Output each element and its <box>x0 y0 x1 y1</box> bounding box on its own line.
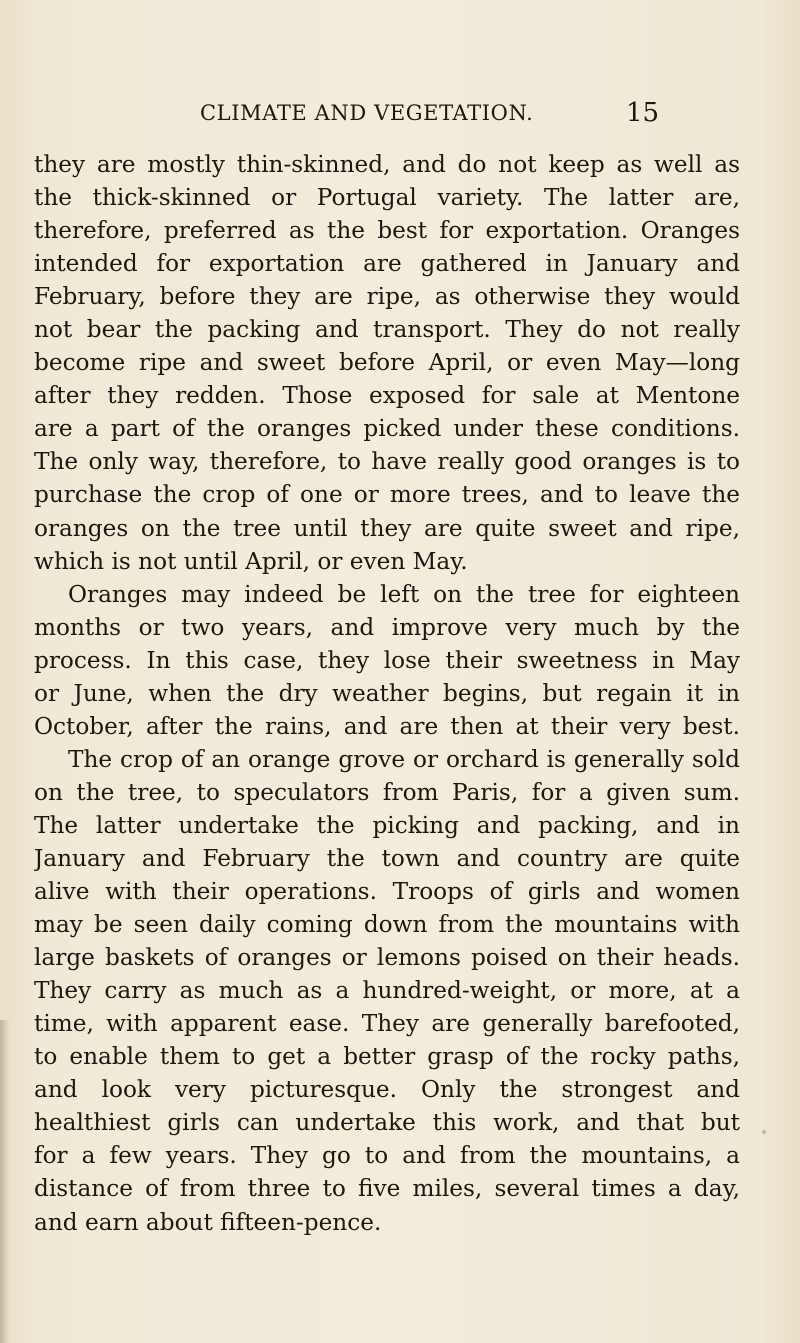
text-line: which is not until April, or even May. <box>34 547 468 575</box>
text-line: They carry as much as a hundred-weight, or more, at a <box>34 977 740 1005</box>
text-line: on the tree, to speculators from Paris, for a given sum. <box>34 778 740 806</box>
text-line: become ripe and sweet before April, or even May—long <box>34 349 740 377</box>
paragraph-3 <box>34 743 740 1239</box>
text-line: alive with their operations. Troops of girls and women <box>34 878 740 906</box>
text-line: and earn about fifteen-pence. <box>34 1208 382 1236</box>
text-line: The latter undertake the picking and packing, and in <box>34 811 740 839</box>
text-line: distance of from three to five miles, several times a day, <box>34 1175 740 1203</box>
text-line: process. In this case, they lose their sweetness in May <box>34 646 740 674</box>
text-line: therefore, preferred as the best for exportation. Oranges <box>34 217 740 245</box>
text-line: oranges on the tree until they are quite sweet and ripe, <box>34 514 740 542</box>
text-line: January and February the town and country are quite <box>34 844 740 872</box>
text-line: Oranges may indeed be left on the tree for eighteen <box>68 580 740 608</box>
text-line: may be seen daily coming down from the mountains with <box>34 911 740 939</box>
text-line: they are mostly thin-skinned, and do not keep as well as <box>34 151 740 178</box>
text-line: to enable them to get a better grasp of the rocky paths, <box>34 1043 740 1071</box>
paper-speck <box>762 1130 766 1134</box>
text-line: for a few years. They go to and from the mountains, a <box>34 1142 740 1170</box>
paragraph-2 <box>34 578 740 743</box>
page-gutter-shadow <box>0 1020 10 1343</box>
text-line: or June, when the dry weather begins, but regain it in <box>34 679 740 707</box>
text-line: purchase the crop of one or more trees, and to leave the <box>34 481 740 509</box>
paragraph-1 <box>34 148 740 578</box>
text-line: intended for exportation are gathered in January and <box>34 250 740 278</box>
text-line: are a part of the oranges picked under these conditions. <box>34 415 740 443</box>
text-line: The crop of an orange grove or orchard is generally sold <box>68 745 740 773</box>
text-line: large baskets of oranges or lemons poised on their heads. <box>34 944 740 972</box>
text-line: and look very picturesque. Only the strongest and <box>34 1076 740 1104</box>
text-line: months or two years, and improve very much by the <box>34 613 740 641</box>
running-head <box>0 93 800 133</box>
text-line: October, after the rains, and are then at their very best. <box>34 712 740 740</box>
text-line: not bear the packing and transport. They do not really <box>34 316 740 344</box>
text-line: the thick-skinned or Portugal variety. The latter are, <box>34 184 740 212</box>
text-line: healthiest girls can undertake this work, and that but <box>34 1109 740 1137</box>
page-number: 15 <box>626 98 660 128</box>
text-line: February, before they are ripe, as otherwise they would <box>34 283 740 311</box>
text-line: The only way, therefore, to have really good oranges is to <box>34 448 740 476</box>
text-line: after they redden. Those exposed for sale at Mentone <box>34 382 740 410</box>
text-line: time, with apparent ease. They are generally barefooted, <box>34 1010 740 1038</box>
body-text <box>34 148 740 1239</box>
running-head-title: CLIMATE AND VEGETATION. <box>200 101 534 125</box>
